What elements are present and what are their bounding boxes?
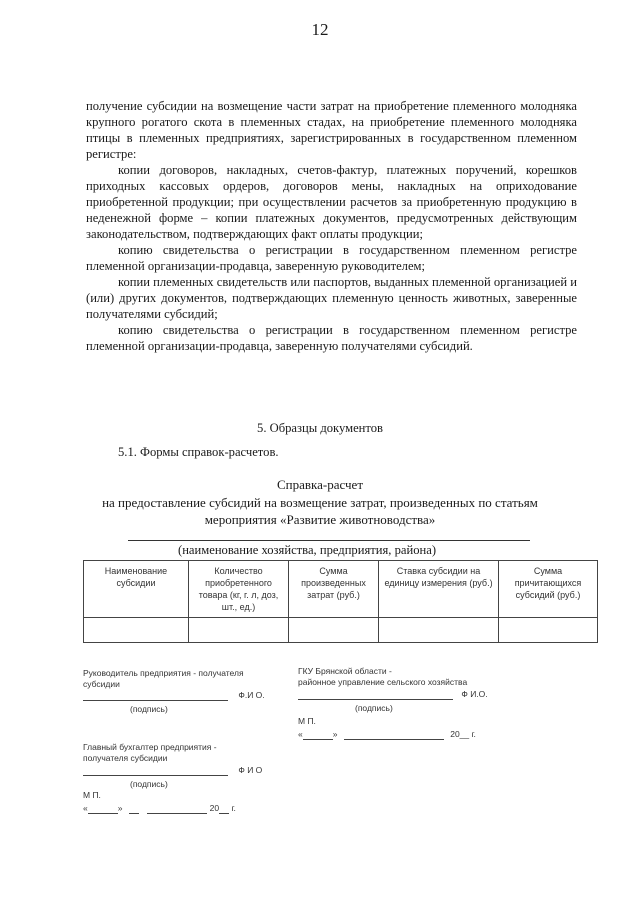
page-number: 12 <box>311 20 329 39</box>
director-label: Руководитель предприятия - получателя субсидии <box>83 668 244 689</box>
column-header: Ставка субсидии на единицу измерения (руб.) <box>379 561 499 618</box>
paragraph: копию свидетельства о регистрации в государственном племенном регистре племенной организации-продавца, заверенную получателями субсидий. <box>86 323 577 353</box>
seal-mark: М П. <box>298 716 316 726</box>
paragraph: копию свидетельства о регистрации в государственном племенном регистре племенной организации-продавца, заверенную руководителем; <box>86 243 577 273</box>
seal-mark: М П. <box>83 790 101 800</box>
column-header: Сумма произведенных затрат (руб.) <box>289 561 379 618</box>
form-subtitle-2: мероприятия «Развитие животноводства» <box>204 512 436 527</box>
accountant-label: Главный бухгалтер предприятия - получателя субсидии <box>83 742 217 763</box>
column-header: Сумма причитающихся субсидий (руб.) <box>499 561 598 618</box>
table-row <box>84 618 598 643</box>
org-name-line <box>128 540 530 541</box>
form-title: Справка-расчет <box>276 477 364 492</box>
paragraph: копии договоров, накладных, счетов-фактур, платежных поручений, корешков приходных кассовых ордеров, договоров мены, накладных на оприходование приобретенной продукции; при осуществлении расчетов за приобретенную продукцию в неденежной форме – копии платежных документов, предусмотренных действующим законодательством, подтверждающих факт оплаты продукции; <box>86 163 577 241</box>
gku-signature-line: Ф И.О. <box>298 689 488 700</box>
column-header: Количество приобретенного товара (кг, г. л, доз, шт., ед.) <box>189 561 289 618</box>
form-subtitle-1: на предоставление субсидий на возмещение затрат, произведенных по статьям <box>102 495 538 510</box>
date-line: « » 20 г. <box>83 803 236 813</box>
subsection-title: 5.1. Формы справок-расчетов. <box>118 445 279 459</box>
accountant-signature-line: Ф И О <box>83 765 262 776</box>
paragraph: получение субсидии на возмещение части затрат на приобретение племенного молодняка крупного рогатого скота в племенных стадах, на приобретение племенного молодняка птицы в племенных предприятиях, зарегистрированных в государственном племенном регистре: <box>86 99 577 161</box>
podpis-caption: (подпись) <box>130 779 168 789</box>
podpis-caption: (подпись) <box>355 703 393 713</box>
date-line: « » 20__ г. <box>298 729 476 739</box>
org-caption: (наименование хозяйства, предприятия, района) <box>178 543 437 557</box>
table-header-row <box>84 561 598 618</box>
director-signature-line: Ф.И О. <box>83 690 265 701</box>
section-title: 5. Образцы документов <box>257 421 383 435</box>
column-header: Наименование субсидии <box>84 561 189 618</box>
calculation-table <box>83 560 598 643</box>
gku-label: ГКУ Брянской области - районное управление сельского хозяйства <box>298 666 468 687</box>
podpis-caption: (подпись) <box>130 704 168 714</box>
paragraph: копии племенных свидетельств или паспортов, выданных племенной организацией и (или) других документов, подтверждающих племенную ценность животных, заверенные получателями субсидий; <box>86 275 577 321</box>
body-text <box>86 98 577 354</box>
